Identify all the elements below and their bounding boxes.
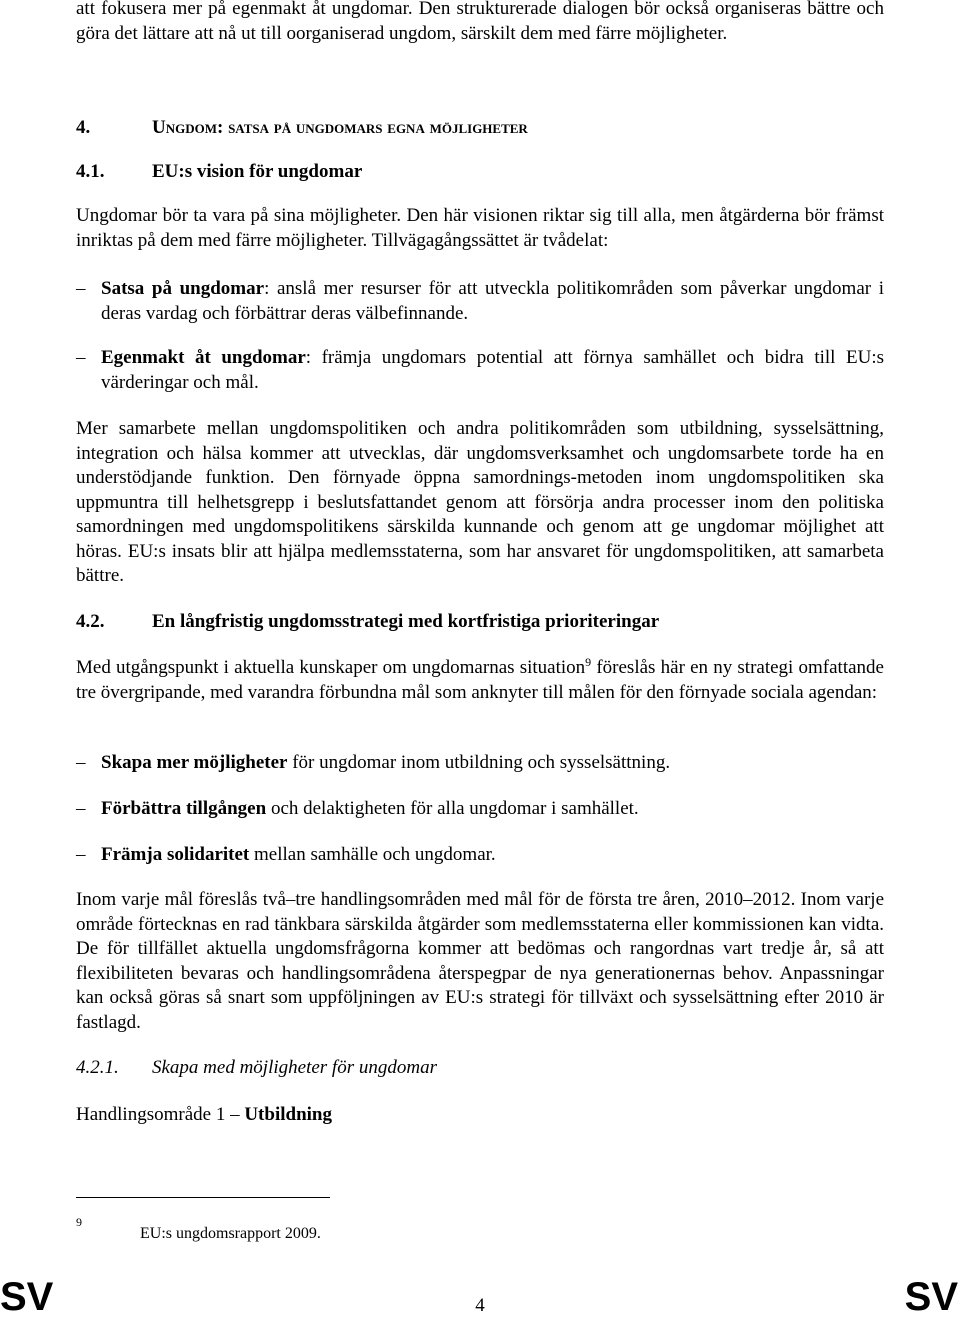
list-item-emphasis: Förbättra tillgången [101,798,267,819]
intro-paragraph: att fokusera mer på egenmakt åt ungdomar. Den strukturerade dialogen bör också organiseras bättre och göra det lättare att nå ut till oorganiserad ungdom, särskilt dem med färre möjligheter. [76,0,884,44]
list-item [76,797,884,822]
section-title-initial: U [152,117,166,138]
dash-marker: – [76,844,86,865]
list-item-emphasis: Satsa på ungdomar [101,278,265,299]
list-item-emphasis: Främja solidaritet [101,844,250,865]
footnote-mark: 9 [76,1215,82,1229]
language-code-right: SV [904,1275,958,1319]
dash-marker: – [76,347,86,368]
list-item [76,277,884,326]
paragraph-text: föreslås här en ny strategi omfattande tre övergripande, med varandra förbundna mål som anknyter till målen för den förnyade sociala agendan: [76,657,884,703]
footnote-separator [76,1197,330,1198]
footnote-text: EU:s ungdomsrapport 2009. [140,1225,321,1242]
paragraph: Ungdomar bör ta vara på sina möjligheter. Den här visionen riktar sig till alla, men åtgärderna bör främst inriktas på dem med färre möjligheter. Tillvägagångssättet är tvådelat: [76,205,884,251]
section-number: 4.2.1. [76,1057,119,1078]
section-4-1-heading [76,160,362,184]
section-number: 4.2. [76,611,105,632]
action-area-heading [76,1103,332,1127]
list-item-emphasis: Egenmakt åt ungdomar [101,347,306,368]
list-item-text: mellan samhälle och ungdomar. [249,844,496,865]
list-item [76,843,884,868]
list-item [76,346,884,395]
paragraph: Mer samarbete mellan ungdomspolitiken och andra politikområden som utbildning, sysselsättning, integration och hälsa kommer att utvecklas, där ungdomsverksamhet och ungdomsarbete torde ha en understödjande funktion. Den förnyade öppna samordnings-metoden inom ungdomspolitiken ska uppmuntra till helhetsgrepp i beslutsfattandet genom att försörja andra processer inom den politiska samordningen med ungdomspolitikens särskilda kunnande och genom att ge ungdomar möjlighet att höras. EU:s insats blir att hjälpa medlemsstaterna, som har ansvaret för ungdomspolitiken, att samarbeta bättre. [76,418,884,586]
page-number: 4 [475,1295,485,1316]
action-area-title: Utbildning [244,1104,332,1125]
section-number: 4. [76,117,91,138]
action-area-prefix: Handlingsområde 1 – [76,1104,245,1125]
section-4-2-heading [76,610,659,634]
dash-marker: – [76,752,86,773]
section-4-2-1-heading [76,1056,437,1080]
list-item-text: : anslå mer resurser för att utveckla politikområden som påverkar ungdomar i deras vardag och förbättrar deras välbefinnande. [101,278,884,324]
paragraph: Inom varje mål föreslås två–tre handlingsområden med mål för de första tre åren, 2010–2012. Inom varje område förtecknas en rad tänkbara särskilda åtgärder som medlemsstaterna eller kommissionen kan vidta. De för tillfället aktuella ungdomsfrågorna kommer att bedömas och rangordnas vart tredje år, så att flexibiliteten bevaras och handlingsområdena återspegpar de nya generationernas behov. Anpassningar kan också göras så snart som uppföljningen av EU:s strategi för tillväxt och sysselsättning efter 2010 är fastlagd. [76,889,884,1033]
footnote-reference[interactable]: 9 [585,655,592,669]
section-title: En långfristig ungdomsstrategi med kortfristiga prioriteringar [152,611,660,632]
paragraph-text: Med utgångspunkt i aktuella kunskaper om ungdomarnas situation [76,657,586,678]
list-item-text: : främja ungdomars potential att förnya samhället och bidra till EU:s värderingar och mål. [101,347,884,393]
section-title: EU:s vision för ungdomar [152,161,363,182]
list-item-text: för ungdomar inom utbildning och sysselsättning. [287,752,671,773]
language-code-left: SV [0,1275,54,1319]
list-item [76,751,884,776]
dash-marker: – [76,798,86,819]
dash-marker: – [76,278,86,299]
section-number: 4.1. [76,161,105,182]
section-title: Skapa med möjligheter för ungdomar [152,1057,437,1078]
section-title: ngdom: satsa på ungdomars egna möjligheter [165,117,528,138]
list-item-emphasis: Skapa mer möjligheter [101,752,288,773]
section-4-heading [76,116,528,140]
list-item-text: och delaktigheten för alla ungdomar i samhället. [266,798,639,819]
paragraph [76,656,884,705]
